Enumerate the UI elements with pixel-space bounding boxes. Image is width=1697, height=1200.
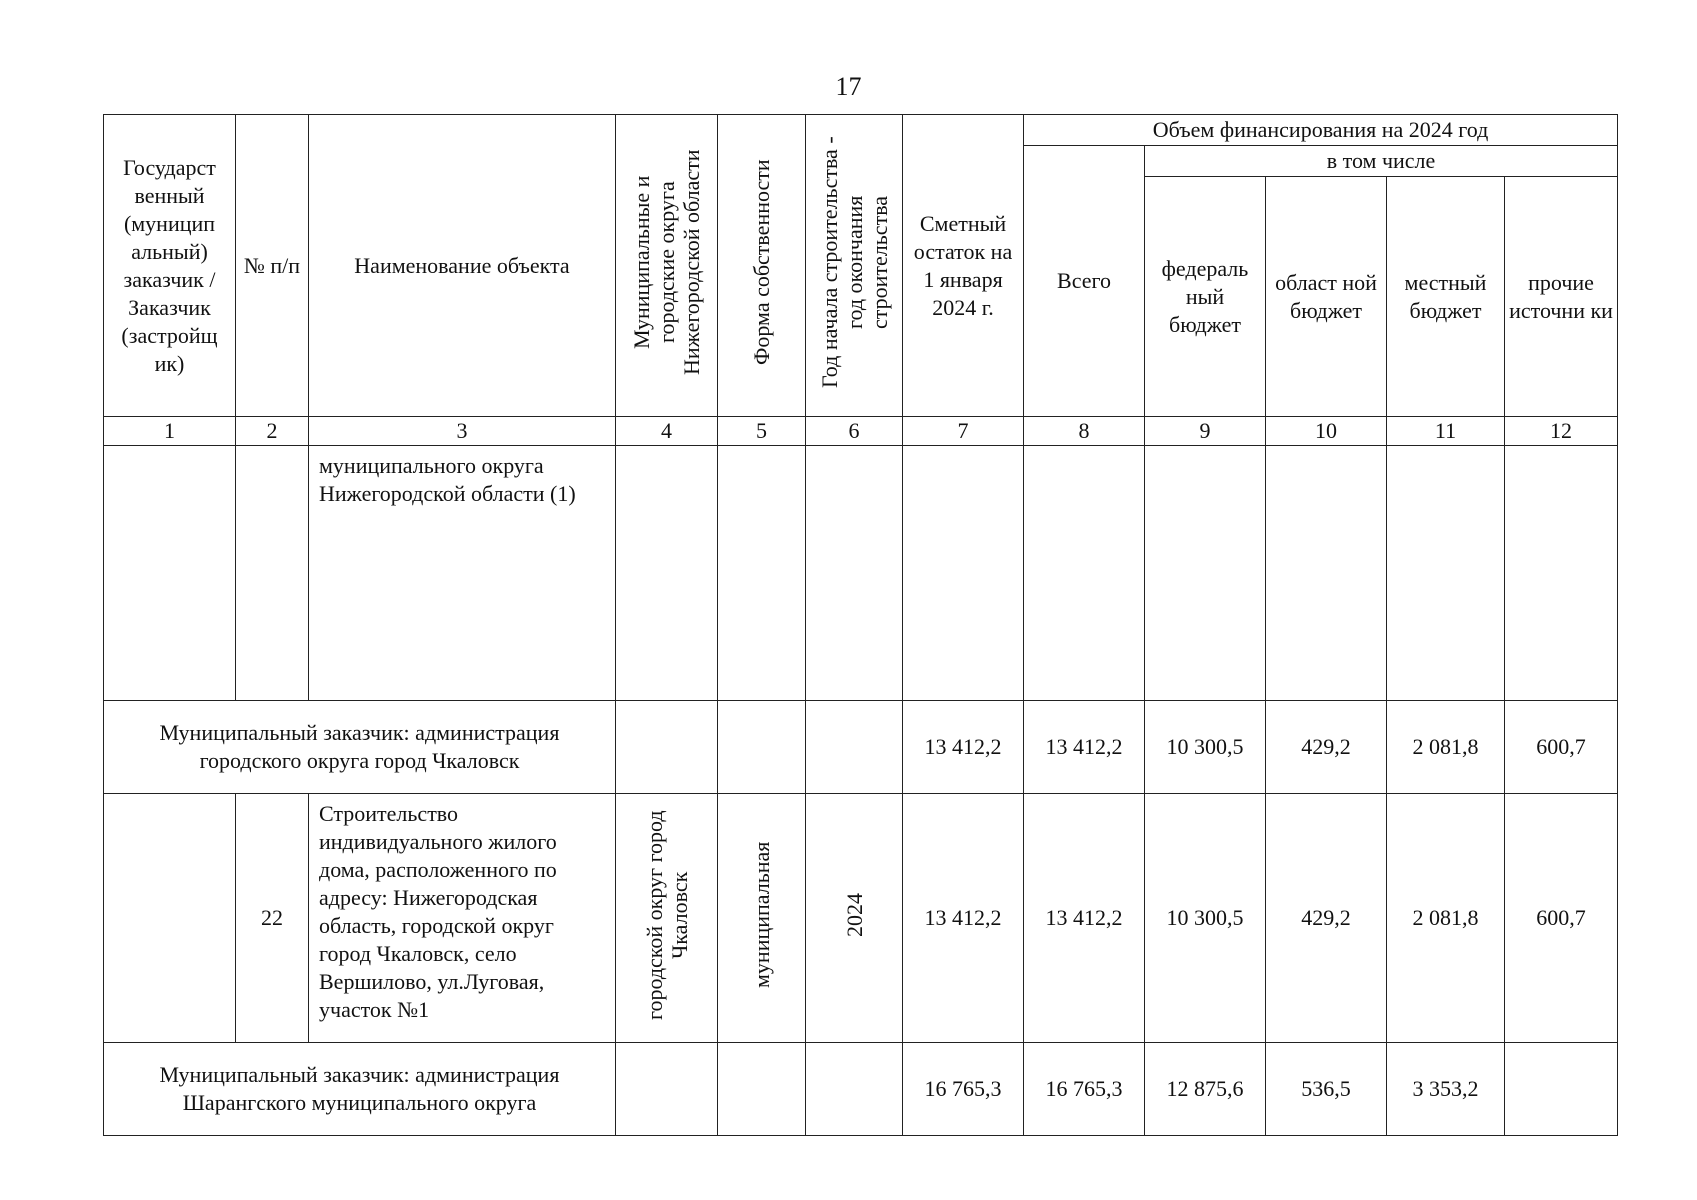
empty-cell [806,701,903,794]
empty-cell [616,446,718,701]
header-object-name: Наименование объекта [309,115,616,417]
empty-cell [1266,446,1387,701]
balance-value: 13 412,2 [903,794,1024,1043]
empty-cell [806,1043,903,1136]
header-years [806,115,903,417]
local-value: 2 081,8 [1387,701,1505,794]
total-value: 16 765,3 [1024,1043,1145,1136]
federal-value: 12 875,6 [1145,1043,1266,1136]
header-years-text: Год начала строительства - год окончания строительства [816,136,892,388]
header-row-1 [104,115,1618,146]
financing-table [103,114,1618,1136]
column-number: 10 [1266,417,1387,446]
header-federal: федераль ный бюджет [1145,177,1266,417]
empty-cell [1024,446,1145,701]
empty-cell [236,446,309,701]
column-number: 12 [1505,417,1618,446]
regional-value: 429,2 [1266,794,1387,1043]
empty-cell [1145,446,1266,701]
object-years-text: 2024 [841,892,867,937]
federal-value: 10 300,5 [1145,794,1266,1043]
column-number: 4 [616,417,718,446]
header-regional: област ной бюджет [1266,177,1387,417]
customer-row-chkalovsk [104,701,1618,794]
object-ownership [718,794,806,1043]
other-value: 600,7 [1505,794,1618,1043]
other-value: 600,7 [1505,701,1618,794]
local-value: 2 081,8 [1387,794,1505,1043]
empty-cell [1505,446,1618,701]
column-number: 7 [903,417,1024,446]
balance-value: 13 412,2 [903,701,1024,794]
header-ownership-text: Форма собственности [749,159,774,365]
federal-value: 10 300,5 [1145,701,1266,794]
header-ownership [718,115,806,417]
object-ownership-text: муниципальная [749,841,774,988]
page-number: 17 [835,72,862,101]
header-total: Всего [1024,146,1145,417]
column-number: 1 [104,417,236,446]
header-balance: Сметный остаток на 1 января 2024 г. [903,115,1024,417]
column-numbers-row [104,417,1618,446]
object-number: 22 [236,794,309,1043]
header-including: в том числе [1145,146,1618,177]
empty-cell [104,446,236,701]
empty-cell [616,701,718,794]
header-customer: Государст венный (муницип альный) заказчик / Заказчик (застройщ ик) [104,115,236,417]
customer-row-sharanga [104,1043,1618,1136]
column-number: 11 [1387,417,1505,446]
empty-cell [718,1043,806,1136]
column-number: 8 [1024,417,1145,446]
object-district [616,794,718,1043]
other-value [1505,1043,1618,1136]
header-other: прочие источни ки [1505,177,1618,417]
header-districts [616,115,718,417]
regional-value: 429,2 [1266,701,1387,794]
column-number: 9 [1145,417,1266,446]
empty-cell [1387,446,1505,701]
empty-cell [718,701,806,794]
empty-cell [616,1043,718,1136]
total-value: 13 412,2 [1024,701,1145,794]
continuation-object-name: муниципального округа Нижегородской области (1) [309,446,616,701]
empty-cell [903,446,1024,701]
header-funding-group: Объем финансирования на 2024 год [1024,115,1618,146]
local-value: 3 353,2 [1387,1043,1505,1136]
empty-cell [104,794,236,1043]
object-district-text: городской округ город Чкаловск [641,809,692,1020]
column-number: 2 [236,417,309,446]
customer-name: Муниципальный заказчик: администрация городского округа город Чкаловск [104,701,616,794]
balance-value: 16 765,3 [903,1043,1024,1136]
continuation-row [104,446,1618,701]
object-years [806,794,903,1043]
object-name: Строительство индивидуального жилого дома, расположенного по адресу: Нижегородская область, городской округ город Чкаловск, село Вершилово, ул.Луговая, участок №1 [309,794,616,1043]
customer-name: Муниципальный заказчик: администрация Шарангского муниципального округа [104,1043,616,1136]
object-row-22 [104,794,1618,1043]
header-local: местный бюджет [1387,177,1505,417]
header-districts-text: Муниципальные и городские округа Нижегородской области [629,149,704,375]
empty-cell [718,446,806,701]
empty-cell [806,446,903,701]
total-value: 13 412,2 [1024,794,1145,1043]
column-number: 5 [718,417,806,446]
regional-value: 536,5 [1266,1043,1387,1136]
column-number: 6 [806,417,903,446]
header-number: № п/п [236,115,309,417]
column-number: 3 [309,417,616,446]
